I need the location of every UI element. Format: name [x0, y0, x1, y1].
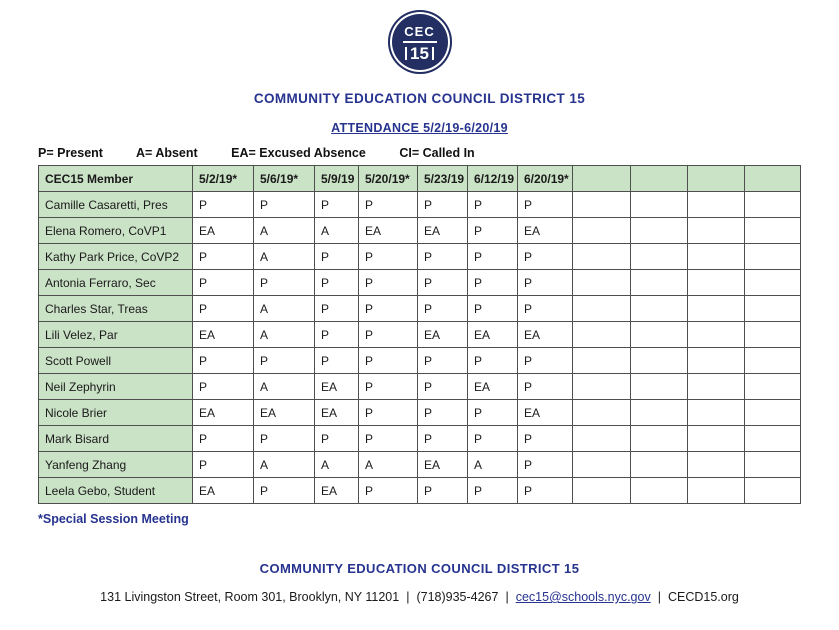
attendance-heading: ATTENDANCE 5/2/19-6/20/19: [331, 121, 508, 135]
logo-bar-right: [432, 47, 434, 60]
empty-cell: [745, 322, 801, 348]
col-header-date: 5/6/19*: [254, 166, 315, 192]
attendance-cell: P: [359, 296, 418, 322]
table-row: [39, 374, 801, 400]
empty-cell: [745, 244, 801, 270]
attendance-report-page: [0, 10, 839, 630]
attendance-cell: P: [359, 400, 418, 426]
attendance-cell: P: [315, 348, 359, 374]
page-title: COMMUNITY EDUCATION COUNCIL DISTRICT 15: [253, 91, 586, 106]
attendance-cell: P: [418, 244, 468, 270]
attendance-cell: EA: [359, 218, 418, 244]
legend-item-present: P= Present: [38, 146, 103, 160]
attendance-cell: P: [254, 348, 315, 374]
table-row: [39, 452, 801, 478]
empty-cell: [631, 426, 688, 452]
attendance-cell: EA: [193, 400, 254, 426]
empty-cell: [688, 426, 745, 452]
separator-2: |: [505, 590, 509, 604]
attendance-cell: P: [193, 374, 254, 400]
attendance-cell: P: [359, 270, 418, 296]
empty-cell: [631, 270, 688, 296]
empty-cell: [573, 452, 631, 478]
attendance-cell: P: [518, 244, 573, 270]
table-row: [39, 244, 801, 270]
attendance-cell: P: [193, 192, 254, 218]
legend-item-calledin: CI= Called In: [399, 146, 475, 160]
table-row: [39, 400, 801, 426]
attendance-legend: [38, 146, 839, 160]
empty-cell: [745, 218, 801, 244]
attendance-cell: P: [418, 296, 468, 322]
attendance-table-body: [39, 192, 801, 504]
attendance-cell: P: [193, 426, 254, 452]
empty-cell: [573, 270, 631, 296]
member-name-cell: Scott Powell: [39, 348, 193, 374]
empty-cell: [573, 400, 631, 426]
email-link[interactable]: cec15@schools.nyc.gov: [515, 590, 651, 604]
footer-title: COMMUNITY EDUCATION COUNCIL DISTRICT 15: [259, 561, 580, 576]
attendance-cell: P: [418, 426, 468, 452]
table-row: [39, 348, 801, 374]
attendance-cell: A: [254, 296, 315, 322]
footer-address: 131 Livingston Street, Room 301, Brooklyn, NY 11201: [100, 590, 400, 604]
logo-bar-left: [405, 47, 407, 60]
attendance-cell: P: [359, 244, 418, 270]
attendance-cell: EA: [193, 322, 254, 348]
attendance-cell: EA: [518, 322, 573, 348]
member-name-cell: Nicole Brier: [39, 400, 193, 426]
special-session-footnote: *Special Session Meeting: [38, 512, 189, 526]
col-header-date: 6/12/19: [468, 166, 518, 192]
attendance-cell: EA: [193, 218, 254, 244]
member-name-cell: Leela Gebo, Student: [39, 478, 193, 504]
attendance-cell: P: [418, 478, 468, 504]
attendance-cell: P: [518, 296, 573, 322]
attendance-cell: P: [468, 348, 518, 374]
empty-cell: [745, 296, 801, 322]
empty-cell: [688, 452, 745, 478]
empty-cell: [688, 192, 745, 218]
attendance-cell: P: [518, 478, 573, 504]
empty-cell: [745, 452, 801, 478]
empty-cell: [688, 478, 745, 504]
table-row: [39, 426, 801, 452]
col-header-empty: [631, 166, 688, 192]
empty-cell: [688, 400, 745, 426]
attendance-cell: P: [468, 478, 518, 504]
attendance-cell: P: [359, 374, 418, 400]
col-header-member: CEC15 Member: [39, 166, 193, 192]
member-name-cell: Mark Bisard: [39, 426, 193, 452]
attendance-cell: P: [518, 348, 573, 374]
attendance-cell: P: [518, 426, 573, 452]
attendance-cell: P: [359, 426, 418, 452]
attendance-cell: EA: [518, 400, 573, 426]
attendance-cell: A: [254, 322, 315, 348]
attendance-cell: A: [315, 452, 359, 478]
attendance-cell: EA: [315, 374, 359, 400]
empty-cell: [631, 244, 688, 270]
table-row: [39, 322, 801, 348]
attendance-cell: EA: [418, 452, 468, 478]
empty-cell: [688, 270, 745, 296]
legend-item-absent: A= Absent: [135, 146, 198, 160]
attendance-cell: EA: [518, 218, 573, 244]
empty-cell: [573, 426, 631, 452]
attendance-cell: A: [315, 218, 359, 244]
empty-cell: [745, 400, 801, 426]
member-name-cell: Antonia Ferraro, Sec: [39, 270, 193, 296]
attendance-cell: EA: [315, 478, 359, 504]
attendance-cell: P: [315, 270, 359, 296]
attendance-cell: P: [418, 400, 468, 426]
empty-cell: [688, 296, 745, 322]
empty-cell: [688, 244, 745, 270]
attendance-cell: EA: [254, 400, 315, 426]
member-name-cell: Neil Zephyrin: [39, 374, 193, 400]
empty-cell: [688, 322, 745, 348]
empty-cell: [631, 348, 688, 374]
attendance-cell: P: [418, 192, 468, 218]
attendance-cell: P: [315, 244, 359, 270]
attendance-table: [38, 165, 801, 504]
attendance-cell: P: [518, 374, 573, 400]
attendance-cell: A: [254, 374, 315, 400]
empty-cell: [688, 218, 745, 244]
empty-cell: [745, 192, 801, 218]
table-row: [39, 218, 801, 244]
logo-15-text: 15: [410, 44, 429, 63]
empty-cell: [631, 374, 688, 400]
attendance-cell: P: [468, 192, 518, 218]
separator-3: |: [657, 590, 661, 604]
empty-cell: [688, 374, 745, 400]
member-name-cell: Charles Star, Treas: [39, 296, 193, 322]
attendance-cell: P: [468, 400, 518, 426]
empty-cell: [573, 218, 631, 244]
col-header-date: 6/20/19*: [518, 166, 573, 192]
attendance-cell: EA: [193, 478, 254, 504]
attendance-cell: A: [254, 244, 315, 270]
attendance-cell: P: [518, 452, 573, 478]
empty-cell: [745, 426, 801, 452]
attendance-cell: EA: [418, 322, 468, 348]
empty-cell: [631, 452, 688, 478]
attendance-cell: P: [315, 296, 359, 322]
member-name-cell: Elena Romero, CoVP1: [39, 218, 193, 244]
footer-website: CECD15.org: [667, 590, 739, 604]
member-name-cell: Camille Casaretti, Pres: [39, 192, 193, 218]
attendance-cell: P: [193, 452, 254, 478]
separator-1: |: [406, 590, 410, 604]
logo-cec-text: CEC: [404, 24, 435, 39]
attendance-cell: P: [418, 348, 468, 374]
attendance-cell: EA: [468, 374, 518, 400]
attendance-cell: P: [359, 348, 418, 374]
attendance-cell: EA: [315, 400, 359, 426]
member-name-cell: Yanfeng Zhang: [39, 452, 193, 478]
empty-cell: [573, 322, 631, 348]
attendance-cell: P: [315, 192, 359, 218]
member-name-cell: Kathy Park Price, CoVP2: [39, 244, 193, 270]
empty-cell: [631, 400, 688, 426]
table-row: [39, 296, 801, 322]
empty-cell: [573, 296, 631, 322]
attendance-cell: P: [315, 322, 359, 348]
logo-divider: [403, 41, 437, 43]
empty-cell: [573, 348, 631, 374]
table-row: [39, 270, 801, 296]
attendance-cell: P: [193, 348, 254, 374]
attendance-cell: P: [193, 296, 254, 322]
empty-cell: [573, 192, 631, 218]
table-row: [39, 192, 801, 218]
member-name-cell: Lili Velez, Par: [39, 322, 193, 348]
empty-cell: [573, 244, 631, 270]
empty-cell: [631, 192, 688, 218]
attendance-cell: P: [468, 426, 518, 452]
empty-cell: [745, 348, 801, 374]
attendance-cell: EA: [418, 218, 468, 244]
attendance-cell: P: [468, 270, 518, 296]
cec15-logo: [388, 10, 452, 74]
empty-cell: [573, 478, 631, 504]
attendance-cell: P: [468, 244, 518, 270]
col-header-date: 5/9/19: [315, 166, 359, 192]
empty-cell: [745, 478, 801, 504]
empty-cell: [745, 270, 801, 296]
attendance-cell: P: [359, 478, 418, 504]
attendance-cell: P: [359, 322, 418, 348]
footer-phone: (718)935-4267: [416, 590, 499, 604]
attendance-cell: P: [518, 192, 573, 218]
col-header-date: 5/23/19: [418, 166, 468, 192]
col-header-date: 5/2/19*: [193, 166, 254, 192]
attendance-cell: P: [254, 478, 315, 504]
table-row: [39, 478, 801, 504]
attendance-cell: EA: [468, 322, 518, 348]
attendance-cell: P: [418, 374, 468, 400]
attendance-cell: P: [468, 218, 518, 244]
attendance-cell: A: [359, 452, 418, 478]
attendance-cell: P: [468, 296, 518, 322]
col-header-date: 5/20/19*: [359, 166, 418, 192]
col-header-empty: [573, 166, 631, 192]
footer-contact: [0, 590, 839, 604]
empty-cell: [631, 218, 688, 244]
attendance-cell: A: [468, 452, 518, 478]
empty-cell: [631, 478, 688, 504]
empty-cell: [688, 348, 745, 374]
attendance-cell: P: [254, 192, 315, 218]
col-header-empty: [745, 166, 801, 192]
attendance-cell: P: [418, 270, 468, 296]
attendance-cell: P: [193, 244, 254, 270]
legend-item-excused: EA= Excused Absence: [231, 146, 366, 160]
attendance-cell: A: [254, 452, 315, 478]
col-header-empty: [688, 166, 745, 192]
attendance-cell: P: [518, 270, 573, 296]
empty-cell: [631, 322, 688, 348]
attendance-table-head-row: [39, 166, 801, 192]
empty-cell: [631, 296, 688, 322]
attendance-cell: P: [254, 426, 315, 452]
attendance-cell: P: [193, 270, 254, 296]
attendance-cell: P: [315, 426, 359, 452]
attendance-cell: P: [254, 270, 315, 296]
attendance-cell: P: [359, 192, 418, 218]
empty-cell: [573, 374, 631, 400]
empty-cell: [745, 374, 801, 400]
attendance-cell: A: [254, 218, 315, 244]
logo-15: [405, 45, 434, 62]
